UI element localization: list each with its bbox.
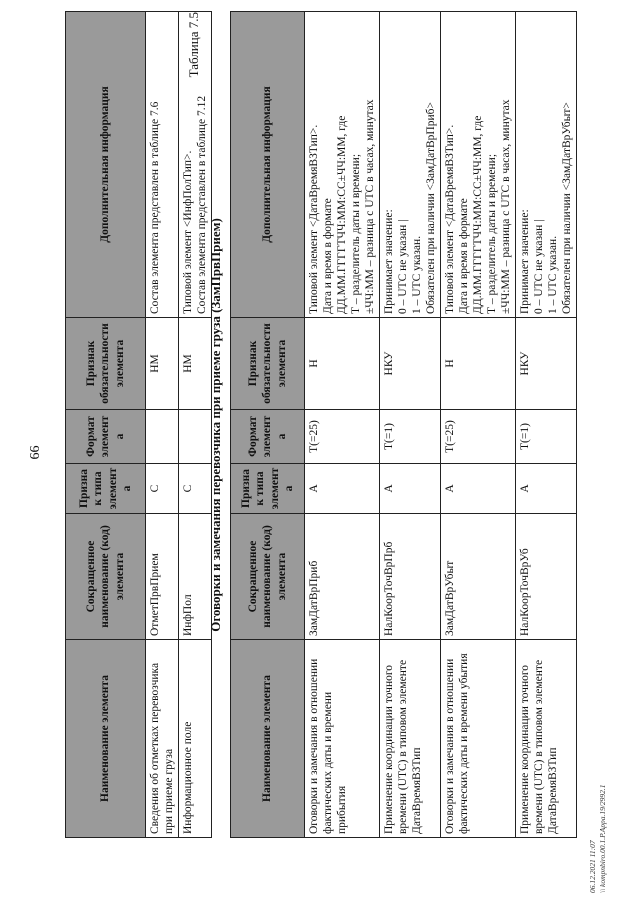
cell-element-name: Информационное поле <box>179 640 212 838</box>
info-line: 1 – UTC указан. <box>411 235 424 314</box>
cell-element-code: НалКоорТочВрПрб <box>380 514 441 640</box>
cell-element-format <box>146 410 179 464</box>
cell-additional-info <box>305 12 380 318</box>
table-row <box>179 12 212 838</box>
cell-element-format: T(=1) <box>516 410 577 464</box>
info-line: Дата и время в формате <box>322 198 335 314</box>
header-element-type: Признак типа элемента <box>66 464 146 514</box>
cell-element-type: А <box>380 464 441 514</box>
info-line: ±ЧЧ:ММ – разница с UTC в часах, минутах <box>364 99 377 314</box>
cell-element-required: НМ <box>179 318 212 410</box>
header-element-type: Признак типа элемента <box>231 464 305 514</box>
cell-element-type: А <box>441 464 516 514</box>
header-element-name: Наименование элемента <box>231 640 305 838</box>
cell-element-code: ЗамДатВрУбыт <box>441 514 516 640</box>
info-line: Обязателен при наличии <ЗамДатВрУбыт> <box>561 102 574 314</box>
table-row <box>516 12 577 838</box>
cell-element-name: Оговорки и замечания в отношении фактических даты и времени убытия <box>441 640 516 838</box>
cell-element-required: НКУ <box>516 318 577 410</box>
info-line: Т – разделитель даты и времени; <box>486 153 499 314</box>
cell-element-required: НКУ <box>380 318 441 410</box>
cell-element-format: T(=1) <box>380 410 441 464</box>
info-line: ±ЧЧ:ММ – разница с UTC в часах, минутах <box>500 99 513 314</box>
cell-element-format <box>179 410 212 464</box>
cell-additional-info <box>380 12 441 318</box>
header-additional-info: Дополнительная информация <box>231 12 305 318</box>
table-number: Таблица 7.5 <box>186 12 201 78</box>
header-element-required: Признак обязательности элемента <box>231 318 305 410</box>
continuation-table <box>65 11 212 838</box>
table-title: Оговорки и замечания перевозчика при приеме груза (ЗамПрвПрием) <box>208 218 223 632</box>
cell-element-format: T(=25) <box>305 410 380 464</box>
footer-stamp <box>588 784 608 893</box>
header-element-code: Сокращенное наименование (код) элемента <box>66 514 146 640</box>
cell-element-format: T(=25) <box>441 410 516 464</box>
info-line: 1 – UTC указан. <box>547 235 560 314</box>
cell-element-required: Н <box>305 318 380 410</box>
cell-element-type: С <box>146 464 179 514</box>
info-line: 0 – UTC не указан | <box>533 219 546 314</box>
table-7-5-body <box>305 12 577 838</box>
info-line: Типовой элемент <ДатаВремяВЗТип>. <box>444 124 457 314</box>
header-element-format: Формат элемента <box>66 410 146 464</box>
header-element-format: Формат элемента <box>231 410 305 464</box>
table-row <box>305 12 380 838</box>
page-number: 66 <box>28 445 43 460</box>
cell-element-code: ИнфПол <box>179 514 212 640</box>
info-line: Т – разделитель даты и времени; <box>350 153 363 314</box>
table-row <box>441 12 516 838</box>
cell-element-required: НМ <box>146 318 179 410</box>
cell-element-name: Сведения об отметках перевозчика при приеме груза <box>146 640 179 838</box>
cell-element-code: ОтметПрвПрием <box>146 514 179 640</box>
cell-element-name: Применение координации точного времени (UTC) в типовом элементе ДатаВремяВЗТип <box>516 640 577 838</box>
cell-element-code: ЗамДатВрПриб <box>305 514 380 640</box>
cell-element-type: А <box>516 464 577 514</box>
info-line: Состав элемента представлен в таблице 7.12 <box>196 95 209 314</box>
info-line: Типовой элемент <ИнфПолТип>. <box>182 150 195 314</box>
cell-element-name: Применение координации точного времени (UTC) в типовом элементе ДатаВремяВЗТип <box>380 640 441 838</box>
header-element-code: Сокращенное наименование (код) элемента <box>231 514 305 640</box>
cell-element-type: А <box>305 464 380 514</box>
info-line: Принимает значение: <box>519 209 532 314</box>
cell-element-code: НалКоорТочВрУб <box>516 514 577 640</box>
table-row <box>380 12 441 838</box>
info-line: ДД.ММ.ГГГГТЧЧ:ММ:СС±ЧЧ:ММ, где <box>472 115 485 314</box>
info-line: Дата и время в формате <box>458 198 471 314</box>
table-7-5 <box>230 11 577 838</box>
info-line: Состав элемента представлен в таблице 7.6 <box>149 101 161 314</box>
table-header-row <box>66 12 146 838</box>
header-additional-info: Дополнительная информация <box>66 12 146 318</box>
footer-line: 06.12.2021 11:07 <box>588 840 597 893</box>
cell-element-required: Н <box>441 318 516 410</box>
cell-additional-info <box>441 12 516 318</box>
info-line: Типовой элемент <ДатаВремяВЗТип>. <box>308 124 320 314</box>
continuation-table-body <box>146 12 212 838</box>
table-header-row <box>231 12 305 838</box>
header-element-name: Наименование элемента <box>66 640 146 838</box>
cell-element-name: Оговорки и замечания в отношении фактических даты и времени прибытия <box>305 640 380 838</box>
info-line: ДД.ММ.ГГГГТЧЧ:ММ:СС±ЧЧ:ММ, где <box>336 115 349 314</box>
info-line: Принимает значение: <box>383 209 396 314</box>
table-row <box>146 12 179 838</box>
cell-additional-info <box>146 12 179 318</box>
cell-element-type: С <box>179 464 212 514</box>
info-line: Обязателен при наличии <ЗамДатВрПриб> <box>425 102 438 314</box>
footer-line: \\ kompnbiro.00.1.P.Appa.19/2992.1 <box>597 784 607 893</box>
cell-additional-info <box>516 12 577 318</box>
header-element-required: Признак обязательности элемента <box>66 318 146 410</box>
info-line: 0 – UTC не указан | <box>397 219 410 314</box>
